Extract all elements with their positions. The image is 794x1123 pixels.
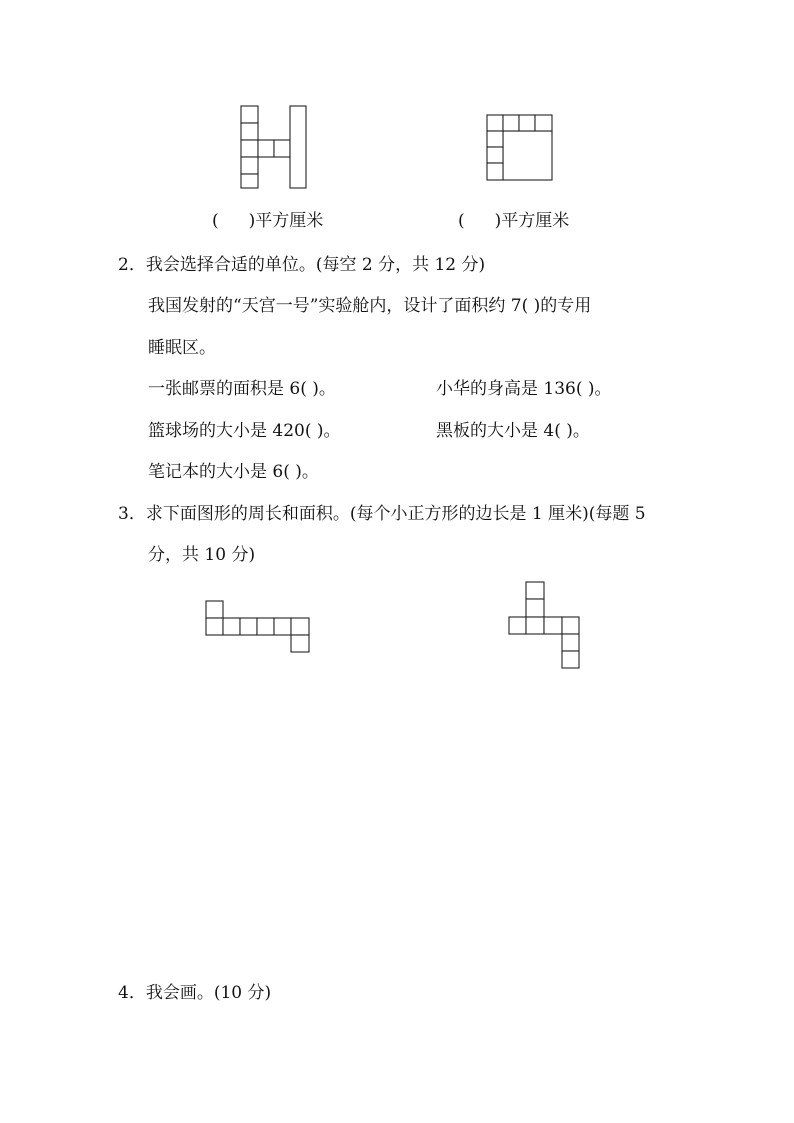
q4-heading [118, 982, 271, 1004]
q2-item-blackboard: 黑板的大小是 4( )。 [436, 421, 590, 441]
left-answer-caption: ( )平方厘米 [212, 211, 324, 231]
q2-item-notebook: 笔记本的大小是 6( )。 [148, 462, 319, 482]
grid-square [535, 115, 552, 131]
grid-square [509, 617, 526, 634]
grid-square [206, 618, 223, 635]
grid-square [487, 131, 503, 147]
q2-line-1b: 睡眠区。 [148, 338, 216, 358]
q2-item-court: 篮球场的大小是 420( )。 [148, 421, 341, 441]
grid-square [526, 582, 544, 599]
grid-square [240, 618, 257, 635]
grid-square [241, 123, 258, 140]
grid-square [241, 140, 258, 157]
q2-item-height: 小华的身高是 136( )。 [436, 379, 612, 399]
question-title: 我会画。(10 分) [145, 983, 272, 1003]
q3-heading [118, 503, 646, 525]
large-square [503, 131, 552, 180]
question-title: 我会选择合适的单位。(每空 2 分，共 12 分) [145, 255, 486, 275]
grid-square [487, 115, 503, 131]
grid-square [257, 618, 274, 635]
grid-square [274, 618, 291, 635]
grid-square [562, 651, 579, 668]
question-number: 2． [118, 255, 146, 275]
grid-square [241, 157, 258, 174]
grid-square [291, 618, 309, 635]
q3-heading-cont: 分，共 10 分) [148, 545, 256, 565]
grid-square [241, 174, 258, 188]
grid-square [487, 163, 503, 180]
right-answer-caption: ( )平方厘米 [458, 211, 570, 231]
square-shape-figure [486, 114, 556, 184]
tall-bar [290, 106, 306, 188]
q2-line-1: 我国发射的“天宫一号”实验舱内，设计了面积约 7( )的专用 [148, 296, 592, 316]
q2-item-stamp: 一张邮票的面积是 6( )。 [148, 379, 336, 399]
question-title: 求下面图形的周长和面积。(每个小正方形的边长是 1 厘米)(每题 5 [145, 504, 646, 524]
question-number: 4． [118, 983, 146, 1003]
grid-square [291, 635, 309, 652]
question-number: 3． [118, 504, 146, 524]
grid-square [241, 106, 258, 123]
grid-square [562, 617, 579, 634]
q2-heading [118, 254, 485, 276]
grid-square [206, 601, 223, 618]
grid-square [487, 147, 503, 163]
q3-right-figure [508, 581, 584, 671]
grid-square [223, 618, 240, 635]
grid-square [503, 115, 519, 131]
grid-square [526, 617, 544, 634]
grid-square [562, 634, 579, 651]
grid-square [258, 140, 274, 157]
h-shape-figure [240, 105, 310, 190]
grid-square [519, 115, 535, 131]
grid-square [526, 599, 544, 617]
grid-square [274, 140, 290, 157]
q3-left-figure [205, 600, 315, 656]
grid-square [544, 617, 562, 634]
